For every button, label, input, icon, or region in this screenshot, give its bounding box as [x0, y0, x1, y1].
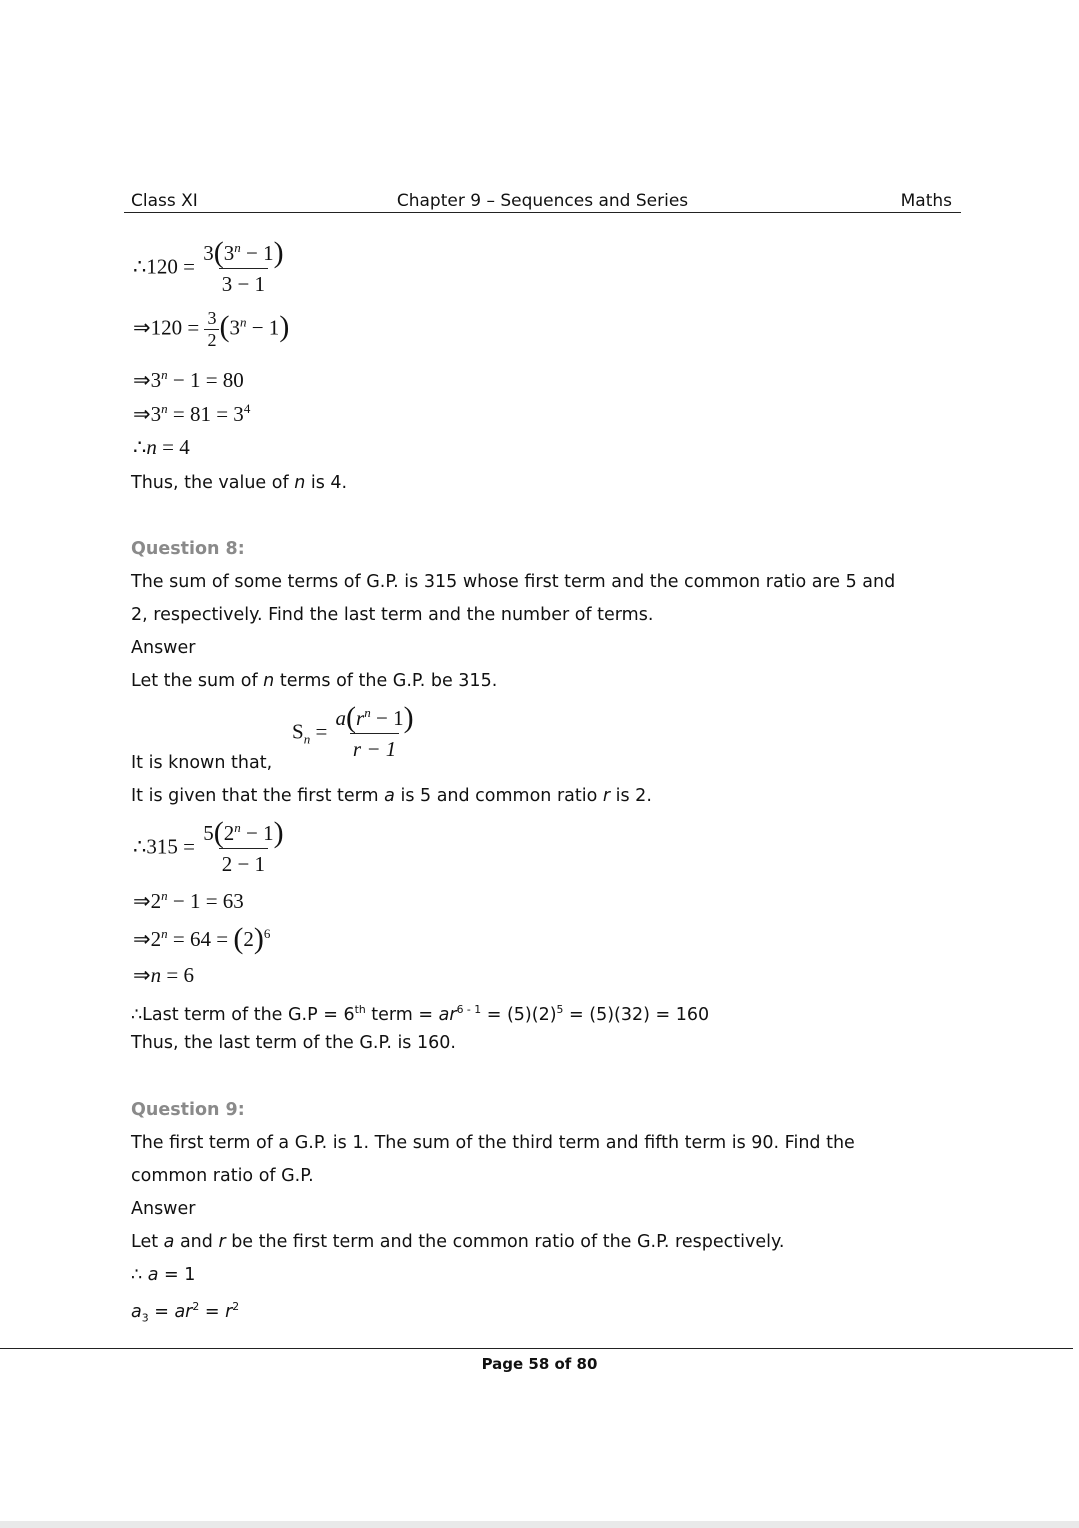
fraction: $\frac{5(2^n - 1)}{2 - 1}$ — [203, 816, 284, 876]
footer-divider — [0, 1348, 1073, 1349]
fraction: $\frac{3}{2}$ — [204, 308, 219, 351]
q8-given-statement: It is given that the first term a is 5 and common ratio r is 2. — [131, 786, 652, 806]
q9-let-statement: Let a and r be the first term and the common ratio of the G.P. respectively. — [131, 1232, 785, 1252]
q7-equation-5: ∴n = 4 — [133, 435, 190, 459]
question-9-text-line-2: common ratio of G.P. — [131, 1166, 314, 1186]
q8-equation-3: $\Rightarrow 2^n = 64 = (2)^6$ — [133, 922, 271, 955]
header-class: Class XI — [131, 191, 198, 211]
question-9-heading: Question 9: — [131, 1100, 245, 1120]
page-header — [124, 190, 961, 213]
eq-lhs: ∴120 = — [133, 254, 195, 279]
q7-equation-2: ⇒120 = $\frac{3}{2}$ $(3^n - 1)$ — [133, 308, 290, 350]
q7-equation-1 — [133, 236, 287, 297]
gp-sum-formula: $S_n$ = $\frac{a(r^n - 1)}{r - 1}$ — [292, 705, 417, 762]
header-chapter: Chapter 9 – Sequences and Series — [396, 191, 689, 211]
q8-conclusion: Thus, the last term of the G.P. is 160. — [131, 1033, 456, 1053]
q8-equation-1: ∴315 = $\frac{5(2^n - 1)}{2 - 1}$ — [133, 820, 287, 877]
q7-conclusion: Thus, the value of n is 4. — [131, 473, 348, 493]
answer-label: Answer — [131, 1199, 196, 1219]
q9-third-term-line: $a_3 = ar^2 = r^2$ — [131, 1300, 240, 1325]
q8-let-statement: Let the sum of n terms of the G.P. be 315. — [131, 671, 498, 691]
question-8-heading: Question 8: — [131, 539, 245, 559]
fraction: $\frac{3(3^n - 1)}{3 - 1}$ — [203, 236, 284, 296]
q7-equation-4: $\Rightarrow 3^n = 81 = 3^4$ — [133, 401, 251, 426]
q7-equation-3: $\Rightarrow 3^n - 1 = 80$ — [133, 367, 244, 392]
q9-first-term-line: ∴ a = 1 — [131, 1265, 196, 1285]
page-bottom-edge — [0, 1521, 1079, 1528]
page-number: Page 58 of 80 — [481, 1355, 598, 1373]
q8-last-term-line: ∴Last term of the G.P = 6th term = $ar^{6 - 1} = (5)(2)^5 = (5)(32) = 160$ — [131, 1003, 710, 1025]
q8-known-label: It is known that, — [131, 753, 273, 773]
answer-label: Answer — [131, 638, 196, 658]
q8-equation-2: $\Rightarrow 2^n - 1 = 63$ — [133, 888, 244, 913]
header-subject: Maths — [900, 191, 952, 211]
question-9-text-line-1: The first term of a G.P. is 1. The sum of the third term and fifth term is 90. Find the — [131, 1133, 855, 1153]
question-8-text-line-1: The sum of some terms of G.P. is 315 whose first term and the common ratio are 5 and — [131, 572, 896, 592]
fraction: $\frac{a(r^n - 1)}{r - 1}$ — [335, 701, 414, 761]
question-8-text-line-2: 2, respectively. Find the last term and the number of terms. — [131, 605, 654, 625]
q8-equation-4: ⇒n = 6 — [133, 963, 194, 987]
